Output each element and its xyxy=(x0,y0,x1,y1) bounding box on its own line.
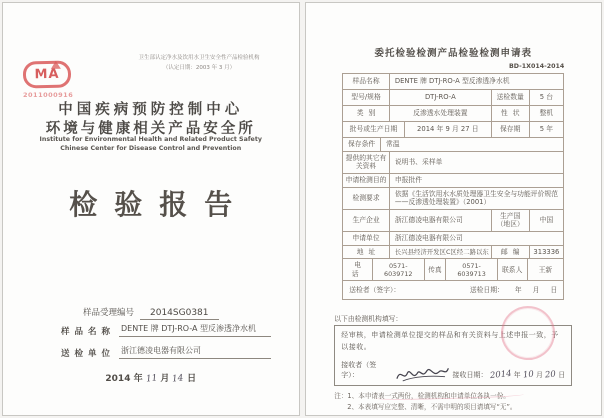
receiver-signature xyxy=(394,363,451,384)
footnotes xyxy=(334,391,572,413)
footnote-2: 2、本表填写应完整、清晰，不需申明的项目请填写“无”。 xyxy=(347,402,517,411)
review-acceptance-box xyxy=(334,325,572,385)
fax-label: 传真 xyxy=(425,259,447,280)
shelf-life-label: 保存期 xyxy=(492,122,530,137)
receive-date-day-handwritten: 20 xyxy=(544,369,557,381)
cover-date xyxy=(3,371,299,384)
receive-date-year-char: 年 xyxy=(513,370,521,379)
table-row xyxy=(343,106,563,122)
review-statement: 经审核，申请检测单位提交的样品和有关资料与上述申报一致，予以接收。 xyxy=(341,331,559,351)
org-name-en-line2: Chinese Center for Disease Control and Prevention xyxy=(60,145,242,152)
table-row xyxy=(343,174,563,188)
sample-name-label: 样品名称 xyxy=(61,326,116,337)
org-name-en-line1: Institute for Environmental Health and Related Product Safety xyxy=(39,136,262,143)
phone-label: 电话 xyxy=(343,259,373,280)
accreditation-note xyxy=(108,53,290,74)
round-red-stamp-icon xyxy=(498,303,559,364)
cma-certificate-number: 2011000916 xyxy=(23,91,74,99)
batch-date-value: 2014 年 9 月 27 日 xyxy=(405,122,492,137)
receive-date-day-char: 日 xyxy=(558,370,566,379)
cma-logo-icon xyxy=(23,61,71,89)
country-label: 生产国（地区） xyxy=(492,210,530,231)
footnote-1: 注：1、本申请表一式两份，检测机构和申请单位各执一份。 xyxy=(334,391,510,400)
cma-triangle-icon xyxy=(51,61,61,69)
trait-value: 整机 xyxy=(539,109,554,118)
test-requirement-label: 检测要求 xyxy=(343,188,390,209)
sample-acceptance-number-value: 2014SG0381 xyxy=(140,308,219,320)
address-label: 地址 xyxy=(343,246,390,258)
sample-name-label: 样品名称 xyxy=(343,74,390,89)
report-cover-page xyxy=(2,2,300,416)
submitting-unit-value: 浙江德凌电器有限公司 xyxy=(119,345,270,359)
form-title: 委托检验检测产品检验检测申请表 xyxy=(374,48,532,59)
trait-label: 性状 xyxy=(492,106,530,121)
table-row xyxy=(343,246,563,259)
table-row xyxy=(343,259,563,281)
cma-mark xyxy=(23,61,73,99)
batch-date-label: 批号或生产日期 xyxy=(343,122,404,137)
sender-signature-label: 送检者（签字）： xyxy=(349,286,401,295)
accreditation-line2: （认定日期：2003 年 3 月） xyxy=(162,65,236,72)
org-name-cn-line2: 环境与健康相关产品安全所 xyxy=(45,121,256,137)
org-name-cn-line1: 中国疾病预防控制中心 xyxy=(58,102,244,118)
quantity-label: 送检数量 xyxy=(492,90,530,105)
receiver-line xyxy=(341,360,565,380)
send-date-day-char: 日 xyxy=(550,286,558,295)
table-row xyxy=(343,90,563,106)
manufacturer-label: 生产企业 xyxy=(343,210,390,231)
test-purpose-label: 申请检测目的 xyxy=(343,174,390,187)
sample-acceptance-number-line xyxy=(3,306,299,320)
test-purpose-value: 申报批件 xyxy=(394,176,423,185)
storage-condition-value: 常温 xyxy=(385,140,400,149)
receive-date-month-char: 月 xyxy=(535,370,543,379)
submitting-unit-line xyxy=(61,345,271,359)
contact-label: 联系人 xyxy=(498,259,528,280)
address-value: 长兴县经济开发区C区经二路以东 xyxy=(390,246,492,258)
receive-date xyxy=(453,370,566,380)
manufacturer-value: 浙江德凌电器有限公司 xyxy=(390,210,492,231)
model-label: 型号/规格 xyxy=(343,90,390,105)
fax-value: 0571-6039713 xyxy=(446,259,498,280)
receiver-signature-label: 接收者（签字）： xyxy=(341,360,377,379)
send-date-blanks xyxy=(470,286,557,294)
sender-signature-row xyxy=(343,281,563,299)
application-form-table xyxy=(342,73,564,300)
cover-date-day-handwritten: 14 xyxy=(171,373,185,385)
applicant-label: 申请单位 xyxy=(343,232,390,245)
applicant-value: 浙江德凌电器有限公司 xyxy=(394,234,463,243)
table-row xyxy=(343,232,563,246)
quantity-value: 5 台 xyxy=(539,93,554,102)
other-documents-value: 说明书、采样单 xyxy=(394,158,443,167)
send-date-month-char: 月 xyxy=(532,286,540,295)
fill-by-lab-note: 以下由检测机构填写： xyxy=(334,315,403,324)
other-documents-label: 提供的其它有关资料 xyxy=(343,152,390,173)
cover-date-year: 2014 年 xyxy=(105,374,143,384)
zip-label: 邮编 xyxy=(492,246,530,258)
model-value: DTJ-RO-A xyxy=(390,90,492,105)
form-number: BD-1X014-2014 xyxy=(508,63,565,70)
table-row xyxy=(343,210,563,232)
shelf-life-value: 5 年 xyxy=(539,125,554,134)
table-row xyxy=(343,188,563,210)
accreditation-line1: 卫生部认定净水及饮用水卫生安全性产品检验机构 xyxy=(138,55,260,61)
send-date-label: 送检日期： xyxy=(469,286,504,295)
table-row xyxy=(343,74,563,90)
contact-value: 王新 xyxy=(538,265,553,274)
country-value: 中国 xyxy=(539,216,554,225)
sample-name-line xyxy=(61,323,271,337)
test-requirement-value: 依据《生活饮用水水质处理器卫生安全与功能评价规范——反渗透处理装置》（2001） xyxy=(394,189,558,207)
receive-date-label: 接收日期： xyxy=(452,370,488,379)
phone-value: 0571-6039712 xyxy=(373,259,425,280)
table-row xyxy=(343,122,563,138)
category-value: 反渗透水处理装置 xyxy=(390,106,492,121)
sample-name-value: DENTE 牌 DTJ-RO-A 型反渗透净水机 xyxy=(394,77,510,86)
lab-section xyxy=(334,313,572,413)
cma-letters: MA xyxy=(34,66,60,83)
receive-date-month-handwritten: 10 xyxy=(522,369,535,381)
cover-date-month-char: 月 xyxy=(160,374,170,384)
receive-date-year-handwritten: 2014 xyxy=(489,368,512,381)
table-row xyxy=(343,152,563,174)
application-form-page xyxy=(305,2,603,416)
report-title: 检验报告 xyxy=(69,188,250,221)
sample-acceptance-number-label: 样品受理编号 xyxy=(82,308,134,318)
submitting-unit-label: 送检单位 xyxy=(61,348,116,359)
send-date-year-char: 年 xyxy=(514,286,522,295)
sample-name-value: DENTE 牌 DTJ-RO-A 型反渗透净水机 xyxy=(119,323,270,337)
cover-date-day-char: 日 xyxy=(187,374,197,384)
cover-date-month-handwritten: 11 xyxy=(145,373,158,385)
category-label: 类别 xyxy=(343,106,390,121)
table-row xyxy=(343,138,563,152)
zip-value: 313336 xyxy=(533,247,560,256)
storage-condition-label: 保存条件 xyxy=(343,138,381,151)
